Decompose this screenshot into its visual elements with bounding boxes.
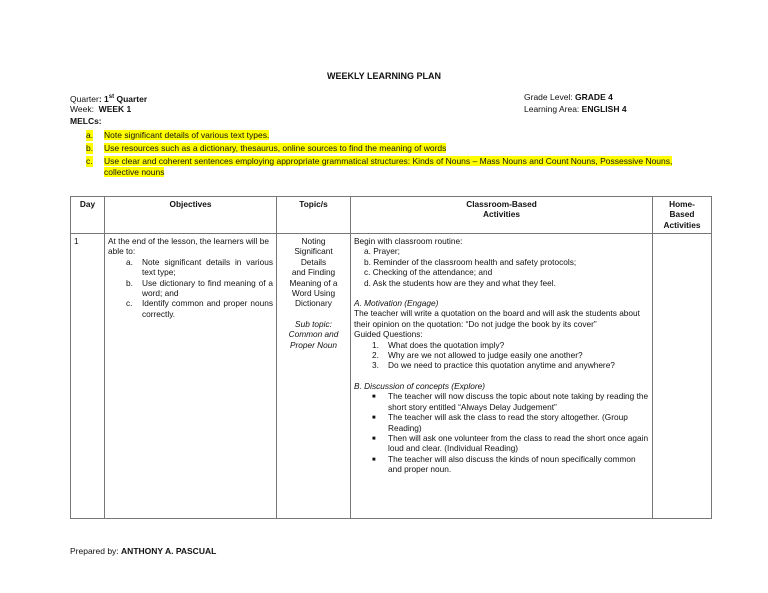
- melc-letter: c.: [86, 156, 93, 166]
- square-bullet-icon: ■: [372, 456, 376, 463]
- quarter-word: Quarter: [114, 93, 148, 104]
- melc-item: [86, 130, 270, 141]
- motivation-text: The teacher will write a quotation on the board and will ask the students about their opinion on the quotation: “Do not judge the book by its cover”: [354, 308, 640, 329]
- objective-item: [108, 257, 273, 278]
- routine-item: c. Checking of the attendance; and: [364, 267, 493, 278]
- topic-line: Meaning of a: [289, 277, 338, 288]
- prepared-name: ANTHONY A. PASCUAL: [121, 546, 217, 556]
- objectives-intro: At the end of the lesson, the learners will be able to:: [108, 236, 269, 257]
- discussion-text: The teacher will now discuss the topic about note taking by reading the short story entitled “Always Delay Judgement”: [388, 391, 649, 412]
- grade-value: GRADE 4: [575, 92, 613, 102]
- objective-item: [108, 298, 273, 319]
- melc-letter: b.: [86, 143, 94, 153]
- quarter-sup: st: [108, 94, 115, 100]
- discussion-item: [354, 433, 649, 454]
- topic-line: Significant: [294, 246, 333, 257]
- melc-text: Use clear and coherent sentences employing appropriate grammatical structures: Kinds of Nouns – Mass Nouns and Count Nouns, Possessive Nouns,: [104, 156, 673, 166]
- objectives-list: [108, 257, 273, 319]
- prepared-by: [70, 546, 216, 556]
- objectives-cell: [105, 234, 277, 519]
- objective-mark: b.: [126, 277, 133, 288]
- routine-item: b. Reminder of the classroom health and safety protocols;: [364, 256, 577, 267]
- header-day: Day: [71, 197, 105, 234]
- weekly-plan-table: [70, 196, 712, 519]
- header-home-line2: Based: [669, 209, 695, 220]
- area-label: Learning Area:: [524, 104, 580, 114]
- area-line: [524, 104, 627, 115]
- melc-text: Note significant details of various text types.: [104, 130, 270, 140]
- guided-question: [354, 340, 649, 350]
- melc-letter: a.: [86, 130, 94, 140]
- guided-question: [354, 350, 649, 360]
- classroom-activities-cell: [351, 234, 653, 519]
- melc-text: Use resources such as a dictionary, thesaurus, online sources to find the meaning of words: [104, 143, 447, 153]
- subtopic-line: Sub topic:: [295, 318, 332, 329]
- square-bullet-icon: ■: [372, 435, 376, 442]
- guided-label: Guided Questions:: [354, 329, 423, 340]
- square-bullet-icon: ■: [372, 415, 376, 422]
- melc-item: [86, 143, 447, 154]
- prepared-label: Prepared by:: [70, 546, 119, 556]
- melc-item: [86, 156, 724, 178]
- quarter-label: Quarter: [70, 93, 99, 104]
- topic-line: and Finding: [291, 267, 336, 278]
- guided-mark: 1.: [372, 339, 379, 350]
- discussion-title: B. Discussion of concepts (Explore): [354, 380, 485, 391]
- page-title: WEEKLY LEARNING PLAN: [326, 71, 441, 81]
- objective-item: [108, 278, 273, 299]
- week-value: WEEK 1: [98, 104, 132, 114]
- table-header-row: [71, 197, 712, 234]
- grade-line: [524, 92, 613, 103]
- objective-mark: a.: [126, 256, 133, 267]
- header-home-line1: Home-: [669, 199, 695, 209]
- subtopic-line: Common and: [288, 329, 339, 340]
- day-cell: 1: [71, 234, 105, 519]
- header-home-activities: [653, 197, 712, 234]
- topic-line: Dictionary: [295, 298, 332, 309]
- objective-mark: c.: [126, 298, 133, 309]
- header-classroom-activities: [351, 197, 653, 234]
- objective-text: Use dictionary to find meaning of a word; and: [142, 277, 273, 299]
- header-classroom-line2: Activities: [483, 209, 520, 220]
- square-bullet-icon: ■: [372, 394, 376, 401]
- quarter-num: 1: [104, 93, 109, 104]
- topic-line: Noting: [301, 236, 326, 246]
- week-line: [70, 104, 131, 115]
- objective-text: Identify common and proper nouns correctly.: [142, 298, 273, 319]
- motivation-title: A. Motivation (Engage): [354, 298, 439, 309]
- header-home-line3: Activities: [663, 219, 701, 230]
- table-row: [71, 234, 712, 519]
- discussion-text: The teacher will ask the class to read the story altogether. (Group Reading): [388, 412, 628, 433]
- guided-text: What does the quotation imply?: [388, 339, 505, 350]
- header-topics: Topic/s: [277, 197, 351, 234]
- objective-text: Note significant details in various text type;: [142, 256, 273, 278]
- header-objectives: Objectives: [105, 197, 277, 234]
- guided-question: [354, 360, 649, 370]
- melcs-label: MELCs:: [70, 116, 102, 126]
- home-activities-cell: [653, 234, 712, 519]
- discussion-text: The teacher will also discuss the kinds of noun specifically common and proper noun.: [388, 453, 636, 475]
- topic-line: Details: [300, 256, 327, 267]
- quarter-line: Quarter: 1st Quarter: [70, 93, 148, 104]
- guided-mark: 3.: [372, 360, 379, 371]
- guided-text: Why are we not allowed to judge easily one another?: [388, 350, 583, 361]
- subtopic-line: Proper Noun: [289, 339, 338, 350]
- guided-text: Do we need to practice this quotation anytime and anywhere?: [388, 360, 615, 371]
- area-value: ENGLISH 4: [581, 104, 627, 114]
- discussion-item: [354, 454, 649, 475]
- discussion-text: Then will ask one volunteer from the class to read the short once again loud and clear. (Individual Reading): [388, 432, 649, 454]
- guided-mark: 2.: [372, 350, 379, 361]
- grade-label: Grade Level:: [524, 92, 573, 102]
- routine-intro: Begin with classroom routine:: [354, 236, 463, 246]
- routine-item: a. Prayer;: [364, 246, 400, 257]
- routine-item: d. Ask the students how are they and what they feel.: [364, 277, 556, 288]
- header-classroom-line1: Classroom-Based: [466, 199, 537, 209]
- melc-text-continued: collective nouns: [104, 167, 165, 177]
- topic-line: Word Using: [291, 288, 336, 299]
- discussion-item: [354, 412, 649, 433]
- discussion-item: [354, 391, 649, 412]
- topics-cell: [277, 234, 351, 519]
- week-label: Week:: [70, 104, 94, 114]
